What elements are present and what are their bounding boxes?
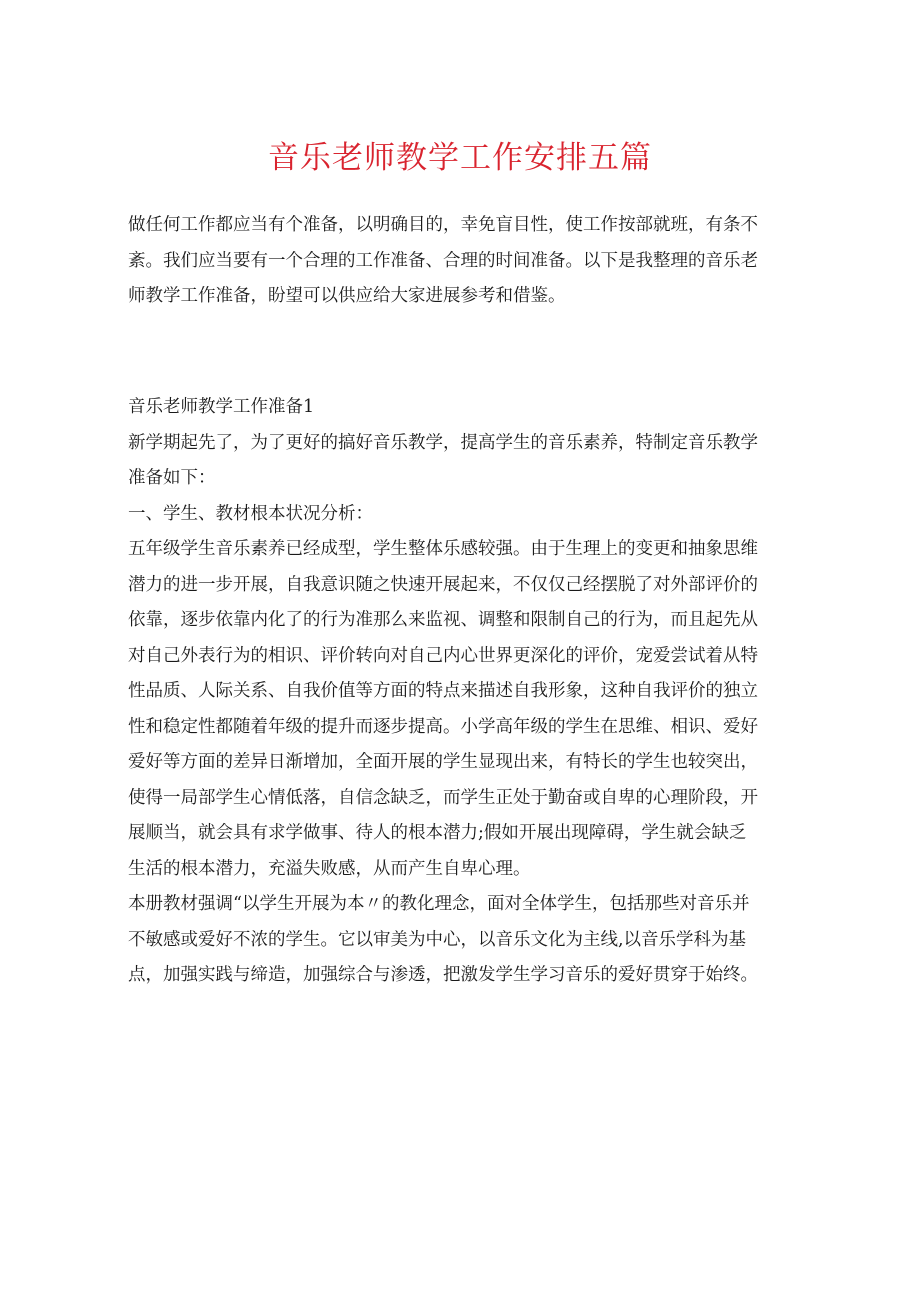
text-line: 新学期起先了，为了更好的搞好音乐教学，提高学生的音乐素养，特制定音乐教学 xyxy=(128,432,758,453)
subsection-heading: 一、学生、教材根本状况分析： xyxy=(128,503,373,524)
text-line: 展顺当，就会具有求学做事、待人的根本潜力;假如开展出现障碍，学生就会缺乏 xyxy=(128,823,747,843)
text-line: 紊。我们应当要有一个合理的工作准备、合理的时间准备。以下是我整理的音乐老 xyxy=(128,250,758,271)
text-line: 对自己外表行为的相识、评价转向对自己内心世界更深化的评价，宠爱尝试着从特 xyxy=(128,645,758,666)
text-line: 使得一局部学生心情低落，自信念缺乏，而学生正处于勤奋或自卑的心理阶段，开 xyxy=(128,787,758,808)
text-line: 五年级学生音乐素养已经成型，学生整体乐感较强。由于生理上的变更和抽象思维 xyxy=(128,539,758,559)
section-heading: 音乐老师教学工作准备1 xyxy=(128,397,315,417)
text-line: 爱好等方面的差异日渐增加，全面开展的学生显现出来，有特长的学生也较突出， xyxy=(128,752,758,772)
text-line: 做任何工作都应当有个准备，以明确目的，幸免盲目性，使工作按部就班，有条不 xyxy=(128,215,758,235)
text-line: 师教学工作准备，盼望可以供应给大家进展参考和借鉴。 xyxy=(128,286,566,306)
document-title: 音乐老师教学工作安排五篇 xyxy=(268,140,652,176)
text-line: 依靠，逐步依靠内化了的行为准那么来监视、调整和限制自己的行为，而且起先从 xyxy=(128,610,758,630)
text-line: 准备如下： xyxy=(128,468,216,488)
section-1 xyxy=(128,390,818,994)
text-line: 生活的根本潜力，充溢失败感，从而产生自卑心理。 xyxy=(128,858,531,879)
text-line: 不敏感或爱好不浓的学生。它以审美为中心，以音乐文化为主线,以音乐学科为基 xyxy=(128,929,747,950)
text-line: 性品质、人际关系、自我价值等方面的特点来描述自我形象，这种自我评价的独立 xyxy=(128,681,758,701)
text-line: 本册教材强调“以学生开展为本〃的教化理念，面对全体学生，包括那些对音乐并 xyxy=(128,894,750,914)
text-line: 潜力的进一步开展，自我意识随之快速开展起来，不仅仅己经摆脱了对外部评价的 xyxy=(128,574,758,595)
intro-paragraph xyxy=(128,208,818,315)
text-line: 性和稳定性都随着年级的提升而逐步提高。小学高年级的学生在思维、相识、爱好 xyxy=(128,716,758,737)
text-line: 点，加强实践与缔造，加强综合与渗透，把激发学生学习音乐的爱好贯穿于始终。 xyxy=(128,965,758,985)
